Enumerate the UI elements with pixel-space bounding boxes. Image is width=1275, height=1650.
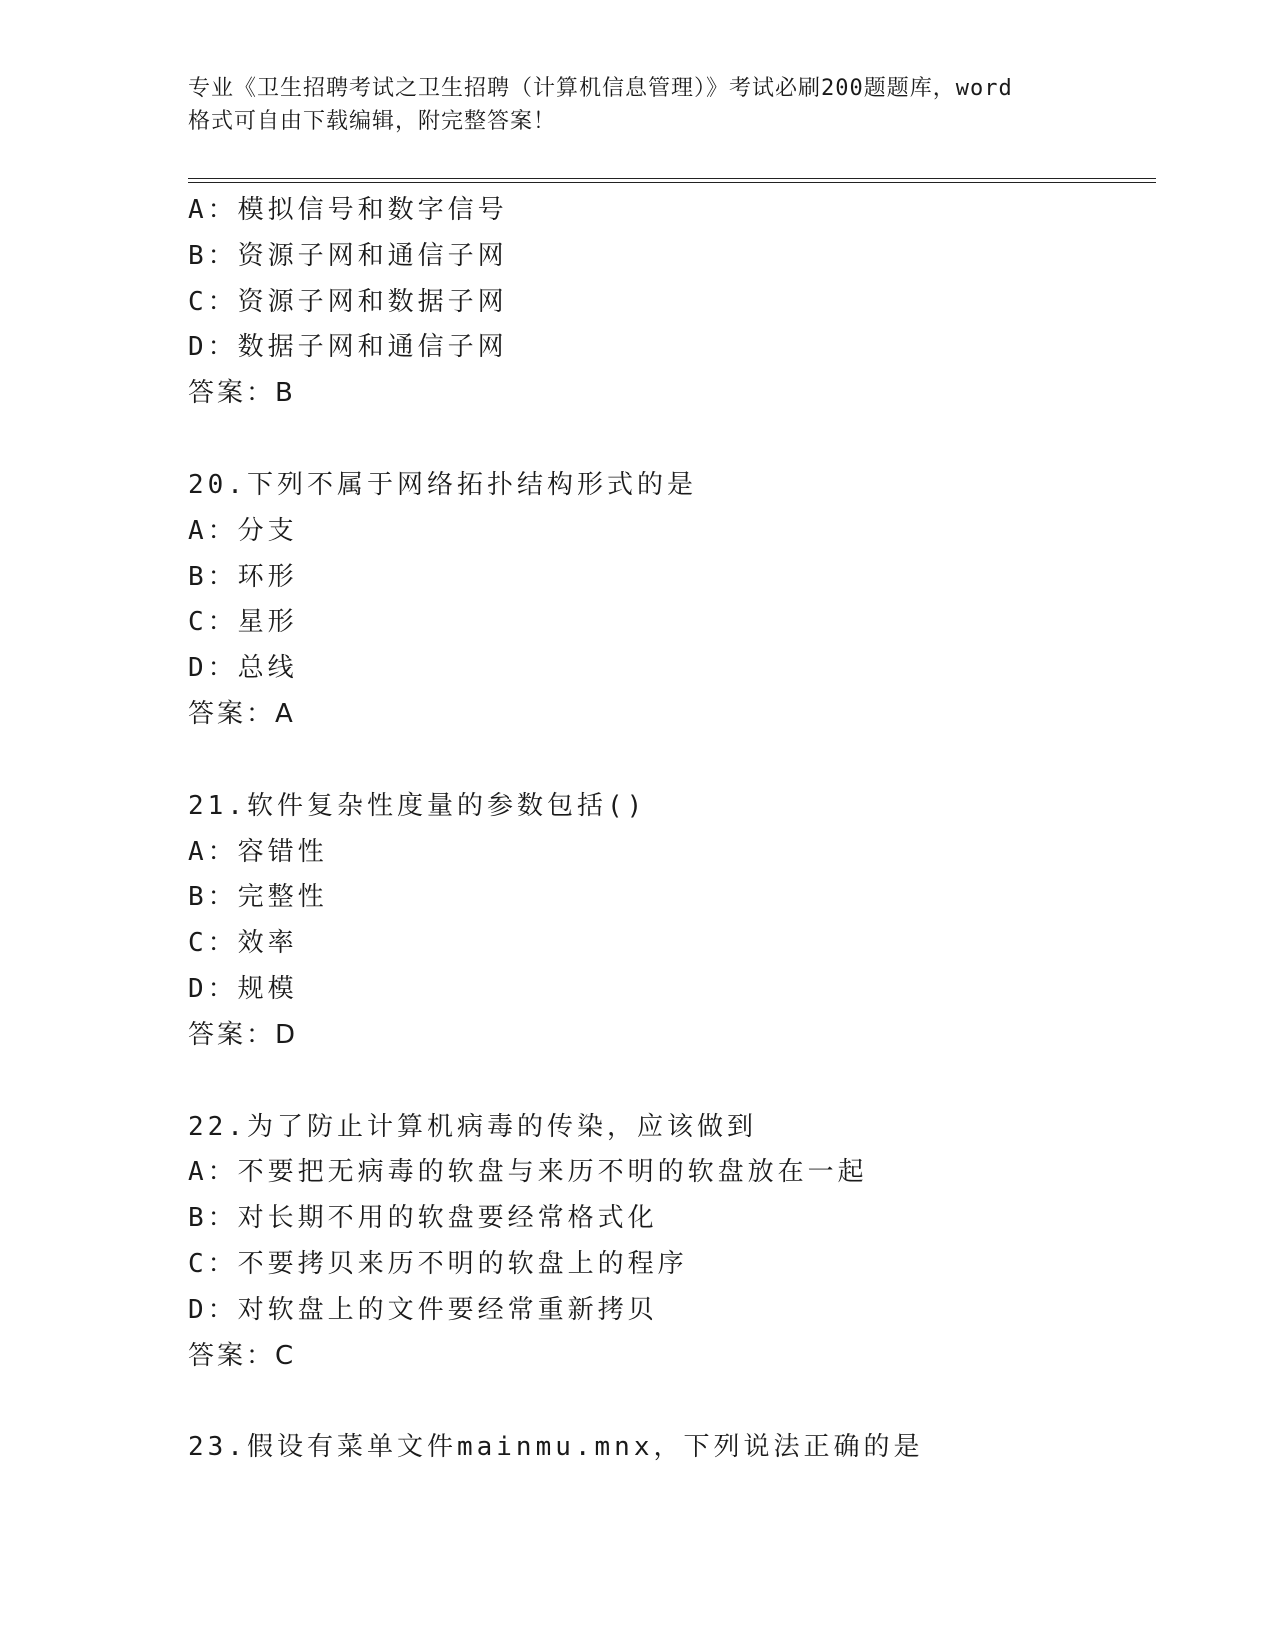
question-20 bbox=[188, 463, 1188, 738]
option-b: B：环形 bbox=[188, 561, 298, 592]
option-d: D：对软盘上的文件要经常重新拷贝 bbox=[188, 1294, 658, 1325]
option-c: C：效率 bbox=[188, 928, 298, 959]
header-title-line-1: 专业《卫生招聘考试之卫生招聘（计算机信息管理）》考试必刷200题题库，word bbox=[188, 76, 1013, 101]
option-b: B：资源子网和通信子网 bbox=[188, 240, 508, 271]
option-c: C：不要拷贝来历不明的软盘上的程序 bbox=[188, 1248, 688, 1279]
answer-label: 答案：C bbox=[188, 1340, 297, 1371]
option-d: D：数据子网和通信子网 bbox=[188, 332, 508, 363]
answer-label: 答案：A bbox=[188, 698, 296, 729]
question-21 bbox=[188, 784, 1188, 1059]
option-a: A：分支 bbox=[188, 515, 298, 546]
option-a: A：模拟信号和数字信号 bbox=[188, 195, 508, 225]
spacer bbox=[188, 1379, 1188, 1425]
spacer bbox=[188, 417, 1188, 463]
header-title-line-2: 格式可自由下载编辑，附完整答案！ bbox=[188, 109, 557, 134]
answer-label: 答案：D bbox=[188, 1019, 299, 1050]
question-22 bbox=[188, 1105, 1188, 1380]
question-text: 22.为了防止计算机病毒的传染，应该做到 bbox=[188, 1111, 757, 1142]
question-23 bbox=[188, 1425, 1188, 1471]
option-c: C：星形 bbox=[188, 607, 298, 638]
spacer bbox=[188, 1059, 1188, 1105]
header-divider bbox=[188, 178, 1156, 183]
option-b: B：对长期不用的软盘要经常格式化 bbox=[188, 1203, 658, 1234]
question-text: 23.假设有菜单文件mainmu.mnx，下列说法正确的是 bbox=[188, 1432, 924, 1463]
option-a: A：容错性 bbox=[188, 836, 328, 867]
answer-label: 答案：B bbox=[188, 378, 296, 409]
question-text: 21.软件复杂性度量的参数包括() bbox=[188, 790, 647, 821]
spacer bbox=[188, 738, 1188, 784]
option-a: A：不要把无病毒的软盘与来历不明的软盘放在一起 bbox=[188, 1157, 868, 1188]
option-d: D：规模 bbox=[188, 973, 298, 1004]
question-list bbox=[188, 188, 1188, 1471]
question-text: 20.下列不属于网络拓扑结构形式的是 bbox=[188, 469, 697, 500]
document-header bbox=[188, 72, 1108, 138]
option-b: B：完整性 bbox=[188, 882, 328, 913]
question-19 bbox=[188, 188, 1188, 417]
option-c: C：资源子网和数据子网 bbox=[188, 286, 508, 317]
option-d: D：总线 bbox=[188, 653, 298, 684]
